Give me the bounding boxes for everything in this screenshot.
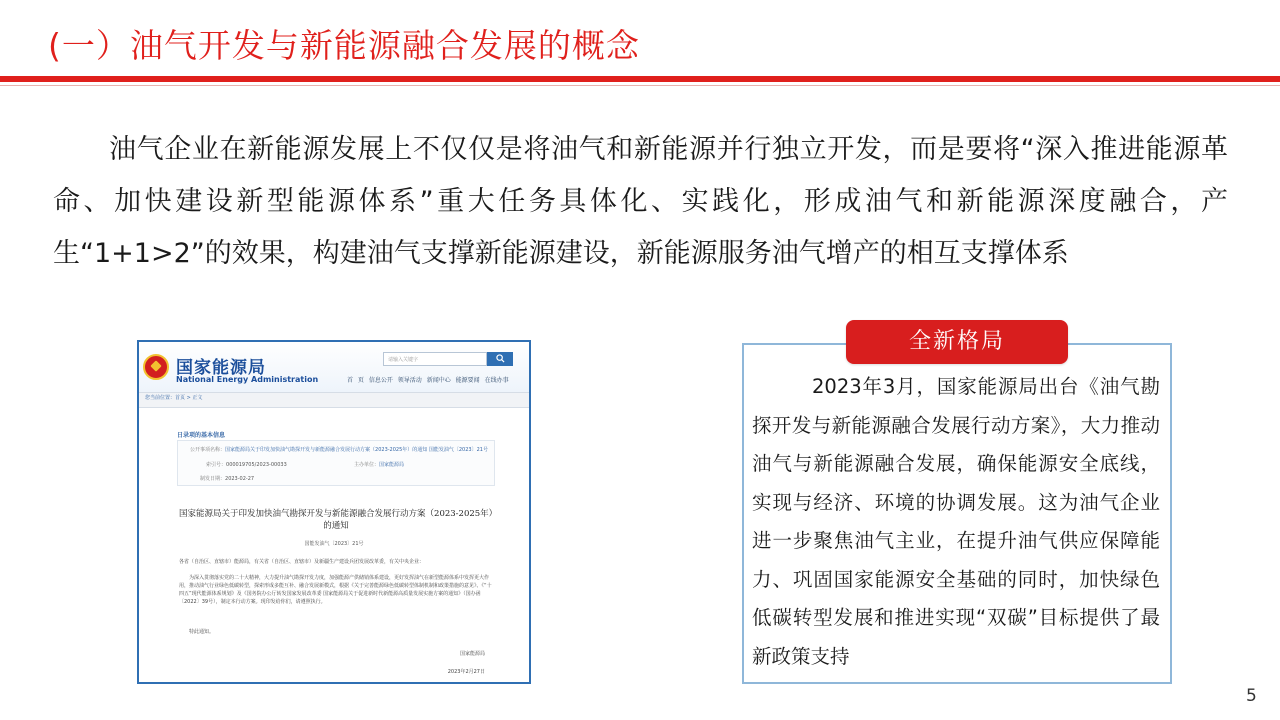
search-icon	[487, 352, 513, 366]
doc-nav-item: 领导活动	[397, 377, 422, 384]
doc-info-heading: 日录项的基本信息	[177, 432, 226, 439]
doc-signature: 国家能源局	[459, 651, 485, 657]
doc-nav-item: 能源要闻	[455, 377, 480, 384]
doc-info-value: 2023-02-27	[225, 476, 255, 482]
doc-closing: 特此通知。	[189, 629, 215, 635]
national-emblem-icon	[143, 354, 169, 380]
doc-info-key: 主办单位：	[354, 462, 380, 468]
doc-info-key: 索引号：	[206, 462, 227, 468]
doc-info-unit-row	[354, 461, 404, 468]
doc-info-table	[177, 440, 495, 486]
doc-nav-item: 信息公开	[368, 377, 393, 384]
doc-info-key: 公开事项名称：	[190, 447, 226, 453]
doc-search-input: 请输入关键字	[383, 352, 487, 366]
title-underline	[0, 76, 1280, 82]
doc-paragraph: 为深入贯彻落实党的二十大精神，大力提升油气勘探开发力度，加强能源产供储销体系建设，更好发挥油气在新型能源体系中发挥更大作用，推动油气行业绿色低碳转型，探索形成多能互补、融合发展新模式，根据《关于完善能源绿色低碳转型体制机制和政策措施的意见》、《“十四五”现代能源体系规划》及《国务院办公厅转发国家发展改革委 国家能源局关于促进新时代新能源高质量发展实施方案的通知》（国办函〔2022〕39号），制定本行动方案。现印发给你们，请遵照执行。	[179, 575, 492, 605]
doc-nav-item: 新闻中心	[426, 377, 451, 384]
doc-info-index-row	[206, 461, 287, 468]
doc-nav	[347, 375, 509, 384]
doc-info-key: 制发日期：	[200, 476, 226, 482]
title-underline-thin	[0, 85, 1280, 86]
doc-org-name-en: National Energy Administration	[176, 375, 319, 384]
body-paragraph: 油气企业在新能源发展上不仅仅是将油气和新能源并行独立开发，而是要将“深入推进能源革命、加快建设新型能源体系”重大任务具体化、实践化，形成油气和新能源深度融合，产生“1+1>2”的效果，构建油气支撑新能源建设，新能源服务油气增产的相互支撑体系	[53, 134, 1228, 269]
doc-breadcrumb: 您当前位置：首页 > 正文	[145, 395, 203, 401]
doc-nav-item: 在线办事	[484, 377, 509, 384]
callout-text: 2023年3月，国家能源局出台《油气勘探开发与新能源融合发展行动方案》，大力推动油气与新能源融合发展，确保能源安全底线，实现与经济、环境的协调发展。这为油气企业进一步聚焦油气主业，在提升油气供应保障能力、巩固国家能源安全基础的同时，加快绿色低碳转型发展和推进实现“双碳”目标提供了最新政策支持	[752, 375, 1160, 668]
doc-info-value: 国家能源局关于印发加快油气勘探开发与新能源融合发展行动方案（2023-2025年）的通知 国能发油气〔2023〕21号	[225, 447, 488, 453]
doc-number: 国能发油气〔2023〕21号	[304, 541, 364, 547]
doc-date: 2023年2月27日	[447, 669, 485, 675]
page-number: 5	[1246, 686, 1257, 706]
doc-info-title-row	[190, 446, 490, 453]
doc-info-value: 000019705/2023-00033	[226, 462, 287, 468]
doc-org-name: 国家能源局	[176, 358, 266, 378]
doc-title: 国家能源局关于印发加快油气勘探开发与新能源融合发展行动方案（2023-2025年）的通知	[179, 509, 493, 531]
doc-nav-item: 首 页	[347, 377, 364, 384]
doc-info-date-row	[200, 475, 254, 482]
doc-addressee: 各省（自治区、直辖市）能源局，有关省（自治区、直辖市）及新疆生产建设兵团发展改革委，有关中央企业：	[179, 559, 425, 565]
callout-badge: 全新格局	[846, 320, 1068, 364]
doc-info-value: 国家能源局	[379, 462, 405, 468]
slide-title: (一）油气开发与新能源融合发展的概念	[48, 26, 640, 65]
document-screenshot	[137, 340, 531, 684]
